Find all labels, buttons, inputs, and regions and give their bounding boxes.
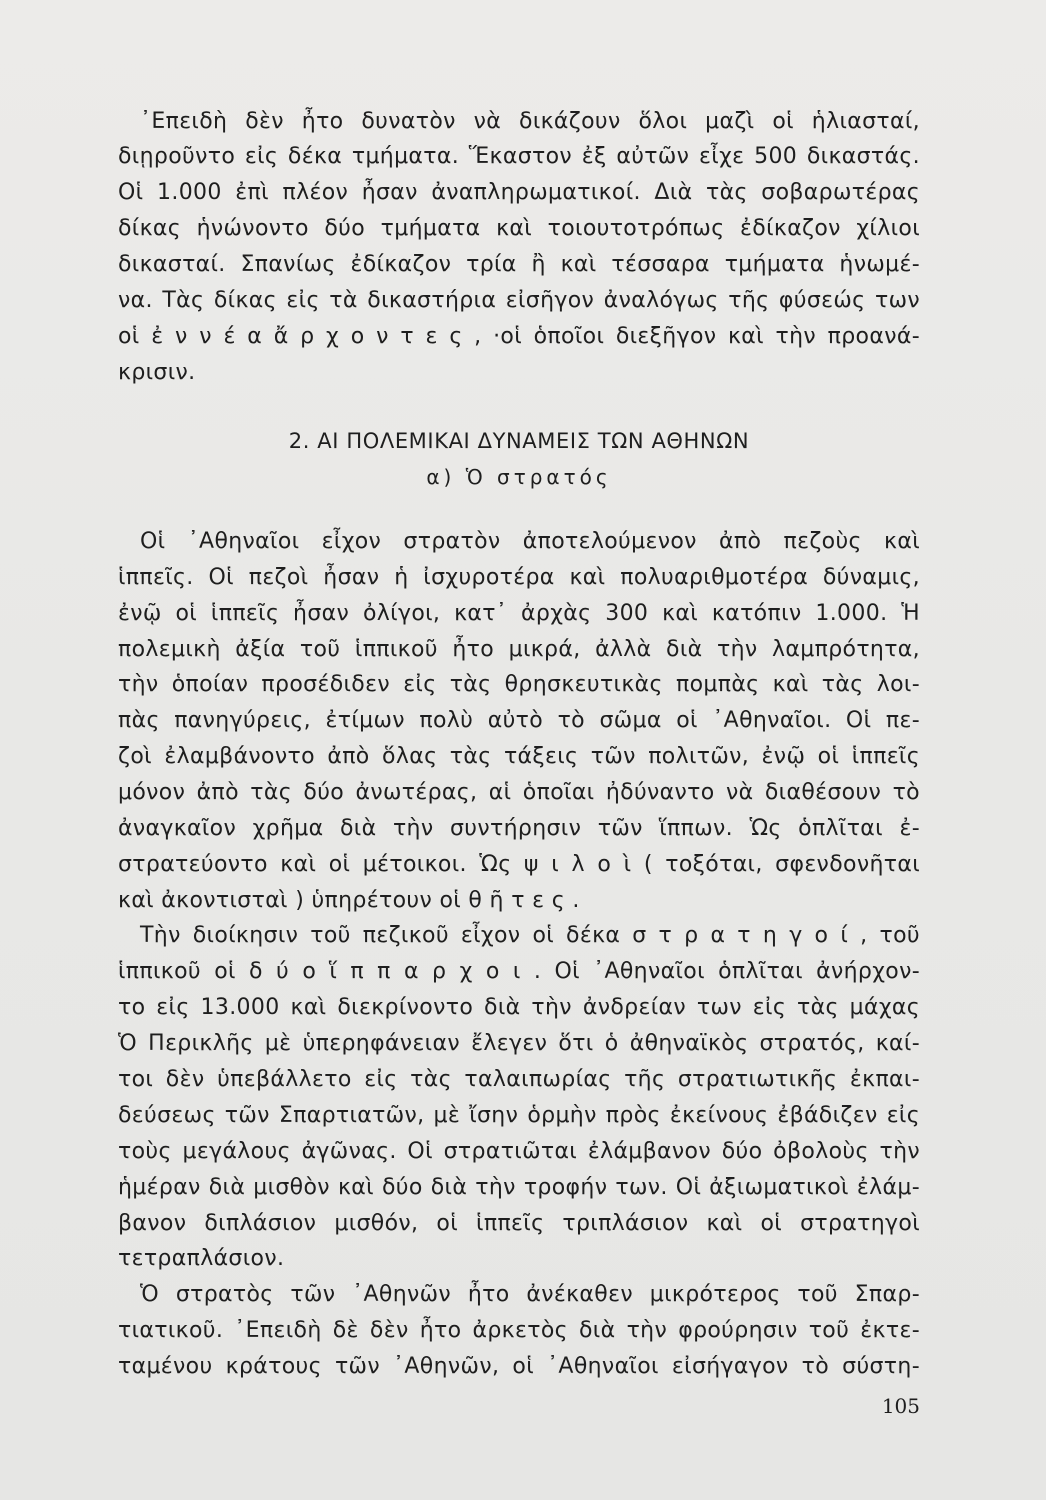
text-line: ἐνῷ οἱ ἱππεῖς ἦσαν ὀλίγοι, κατ᾿ ἀρχὰς 300 καὶ κατόπιν 1.000. Ἡ (118, 601, 920, 626)
text-line: Τὴν διοίκησιν τοῦ πεζικοῦ εἶχον οἱ δέκα σ τ ρ α τ η γ ο ί , τοῦ (140, 923, 920, 948)
text-line: το εἰς 13.000 καὶ διεκρίνοντο διὰ τὴν ἀνδρείαν των εἰς τὰς μάχας (118, 995, 920, 1020)
text-line: τοὺς μεγάλους ἀγῶνας. Οἱ στρατιῶται ἐλάμβανον δύο ὀβολοὺς τὴν (118, 1139, 920, 1164)
text-line: τετραπλάσιον. (118, 1246, 285, 1271)
text-line: μόνον ἀπὸ τὰς δύο ἀνωτέρας, αἱ ὁποῖαι ἠδύναντο νὰ διαθέσουν τὸ (118, 780, 920, 805)
text-line: κρισιν. (118, 360, 196, 385)
text-line: τὴν ὁποίαν προσέδιδεν εἰς τὰς θρησκευτικὰς πομπὰς καὶ τὰς λοι- (118, 672, 920, 697)
text-line: πολεμικὴ ἀξία τοῦ ἱππικοῦ ἦτο μικρά, ἀλλὰ διὰ τὴν λαμπρότητα, (118, 637, 920, 662)
text-line: πὰς πανηγύρεις, ἐτίμων πολὺ αὐτὸ τὸ σῶμα οἱ ᾿Αθηναῖοι. Οἱ πε- (118, 708, 920, 733)
text-line: ζοὶ ἐλαμβάνοντο ἀπὸ ὅλας τὰς τάξεις τῶν πολιτῶν, ἐνῷ οἱ ἱππεῖς (118, 744, 920, 769)
text-line: δικασταί. Σπανίως ἐδίκαζον τρία ἢ καὶ τέσσαρα τμήματα ἡνωμέ- (118, 252, 920, 277)
text-line: ἡμέραν διὰ μισθὸν καὶ δύο διὰ τὴν τροφήν των. Οἱ ἀξιωματικοὶ ἐλάμ- (118, 1175, 920, 1200)
text-line: τοι δὲν ὑπεβάλλετο εἰς τὰς ταλαιπωρίας τῆς στρατιωτικῆς ἐκπαι- (118, 1067, 920, 1092)
subsection-heading: α) Ὁ στρατός (426, 465, 612, 489)
text-line: να. Τὰς δίκας εἰς τὰ δικαστήρια εἰσῆγον ἀναλόγως τῆς φύσεώς των (118, 288, 920, 313)
text-line: δίκας ἡνώνοντο δύο τμήματα καὶ τοιουτοτρόπως ἐδίκαζον χίλιοι (118, 216, 920, 241)
text-line: βανον διπλάσιον μισθόν, οἱ ἱππεῖς τριπλάσιον καὶ οἱ στρατηγοὶ (118, 1211, 920, 1236)
text-line: ἱππικοῦ οἱ δ ύ ο ἵ π π α ρ χ ο ι . Οἱ ᾿Αθηναῖοι ὁπλῖται ἀνήρχον- (118, 959, 920, 984)
text-line: ᾿Επειδὴ δὲν ἦτο δυνατὸν νὰ δικάζουν ὅλοι μαζὶ οἱ ἡλιασταί, (140, 109, 920, 134)
text-line: Ὁ Περικλῆς μὲ ὑπερηφάνειαν ἔλεγεν ὅτι ὁ ἀθηναϊκὸς στρατός, καί- (118, 1031, 920, 1056)
text-line: Οἱ 1.000 ἐπὶ πλέον ἦσαν ἀναπληρωματικοί. Διὰ τὰς σοβαρωτέρας (118, 180, 920, 205)
text-line: τιατικοῦ. ᾿Επειδὴ δὲ δὲν ἦτο ἀρκετὸς διὰ τὴν φρούρησιν τοῦ ἐκτε- (118, 1318, 920, 1343)
text-line: στρατεύοντο καὶ οἱ μέτοικοι. Ὡς ψ ι λ ο ὶ ( τοξόται, σφενδονῆται (118, 852, 920, 877)
page-number: 105 (881, 1394, 920, 1418)
text-line: διῃροῦντο εἰς δέκα τμήματα. Ἕκαστον ἐξ αὐτῶν εἶχε 500 δικαστάς. (118, 144, 920, 169)
text-line: ἀναγκαῖον χρῆμα διὰ τὴν συντήρησιν τῶν ἵππων. Ὡς ὁπλῖται ἐ- (118, 816, 920, 841)
section-heading: 2. ΑΙ ΠΟΛΕΜΙΚΑΙ ΔΥΝΑΜΕΙΣ ΤΩΝ ΑΘΗΝΩΝ (288, 429, 750, 453)
text-line: καὶ ἀκοντισταὶ ) ὑπηρέτουν οἱ θ ῆ τ ε ς . (118, 888, 580, 913)
text-line: δεύσεως τῶν Σπαρτιατῶν, μὲ ἴσην ὁρμὴν πρὸς ἐκείνους ἐβάδιζεν εἰς (118, 1103, 920, 1128)
text-line: Ὁ στρατὸς τῶν ᾿Αθηνῶν ἦτο ἀνέκαθεν μικρότερος τοῦ Σπαρ- (140, 1282, 920, 1307)
text-line: ἱππεῖς. Οἱ πεζοὶ ἦσαν ἡ ἰσχυροτέρα καὶ πολυαριθμοτέρα δύναμις, (118, 565, 920, 590)
text-line: ταμένου κράτους τῶν ᾿Αθηνῶν, οἱ ᾿Αθηναῖοι εἰσήγαγον τὸ σύστη- (118, 1354, 920, 1379)
text-line: οἱ ἐ ν ν έ α ἄ ρ χ ο ν τ ε ς , ·οἱ ὁποῖοι διεξῆγον καὶ τὴν προανά- (118, 324, 920, 349)
text-line: Οἱ ᾿Αθηναῖοι εἶχον στρατὸν ἀποτελούμενον ἀπὸ πεζοὺς καὶ (140, 529, 920, 554)
